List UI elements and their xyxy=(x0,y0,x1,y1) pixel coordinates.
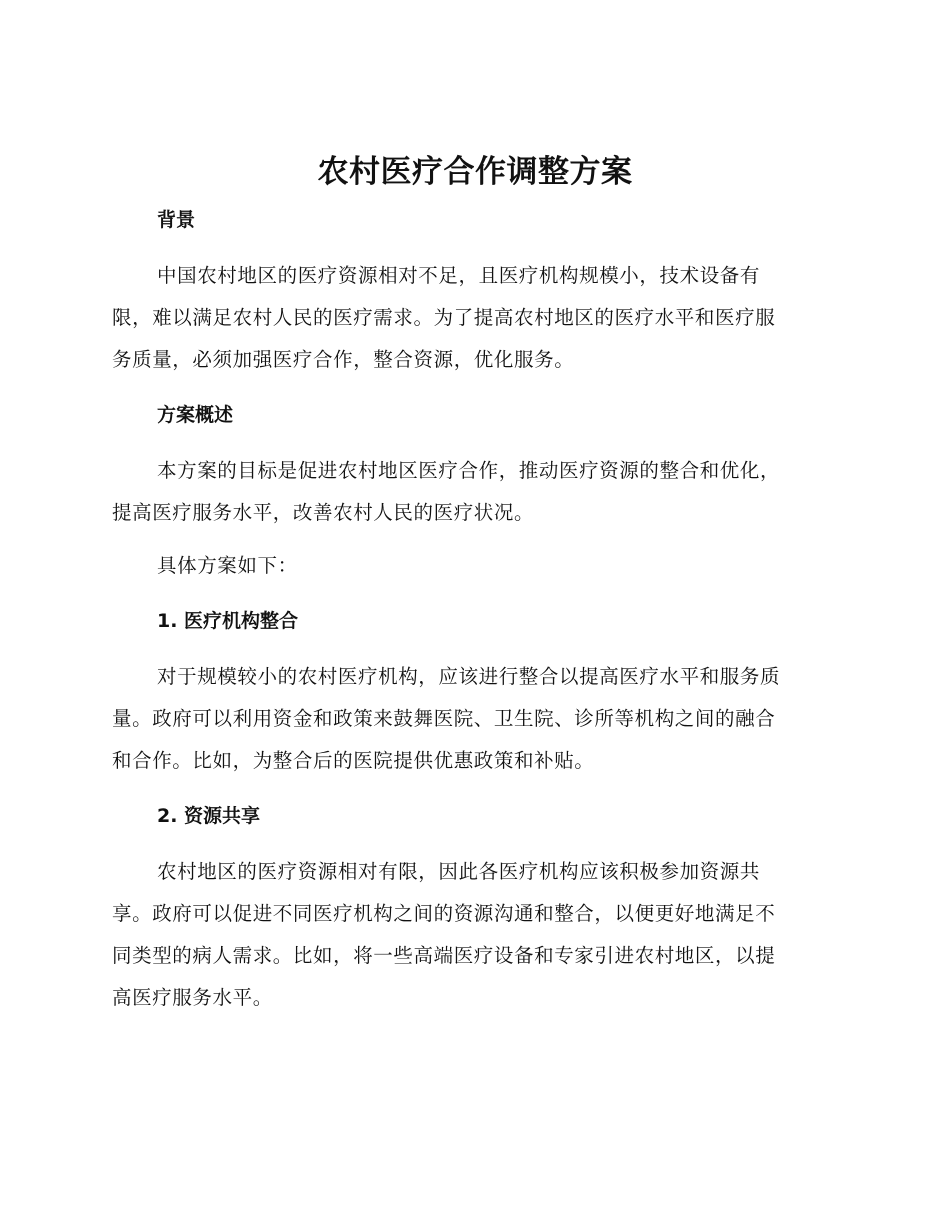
paragraph-line: 量。政府可以利用资金和政策来鼓舞医院、卫生院、诊所等机构之间的融合 xyxy=(112,707,776,730)
paragraph-line: 对于规模较小的农村医疗机构，应该进行整合以提高医疗水平和服务质 xyxy=(157,665,781,688)
document-title: 农村医疗合作调整方案 xyxy=(317,154,633,190)
paragraph-line: 限，难以满足农村人民的医疗需求。为了提高农村地区的医疗水平和医疗服 xyxy=(112,306,776,329)
paragraph-line: 和合作。比如，为整合后的医院提供优惠政策和补贴。 xyxy=(112,749,595,772)
paragraph-plan-intro xyxy=(112,545,832,587)
paragraph-line: 高医疗服务水平。 xyxy=(112,986,273,1009)
section-heading-resource-sharing: 2. 资源共享 xyxy=(157,805,261,827)
paragraph-line: 具体方案如下： xyxy=(157,554,298,577)
section-heading-overview: 方案概述 xyxy=(157,404,234,426)
paragraph-line: 享。政府可以促进不同医疗机构之间的资源沟通和整合，以便更好地满足不 xyxy=(112,902,776,925)
paragraph-line: 中国农村地区的医疗资源相对不足，且医疗机构规模小，技术设备有 xyxy=(157,264,761,287)
paragraph-institution-integration xyxy=(112,656,832,782)
section-heading-institution-integration: 1. 医疗机构整合 xyxy=(157,610,299,632)
paragraph-line: 本方案的目标是促进农村地区医疗合作，推动医疗资源的整合和优化， xyxy=(157,459,781,482)
paragraph-line: 同类型的病人需求。比如，将一些高端医疗设备和专家引进农村地区，以提 xyxy=(112,944,776,967)
section-heading-background: 背景 xyxy=(157,209,196,231)
paragraph-overview xyxy=(112,450,832,534)
paragraph-background xyxy=(112,255,832,381)
paragraph-resource-sharing xyxy=(112,851,832,1019)
paragraph-line: 务质量，必须加强医疗合作，整合资源，优化服务。 xyxy=(112,348,575,371)
paragraph-line: 提高医疗服务水平，改善农村人民的医疗状况。 xyxy=(112,501,535,524)
paragraph-line: 农村地区的医疗资源相对有限，因此各医疗机构应该积极参加资源共 xyxy=(157,860,761,883)
